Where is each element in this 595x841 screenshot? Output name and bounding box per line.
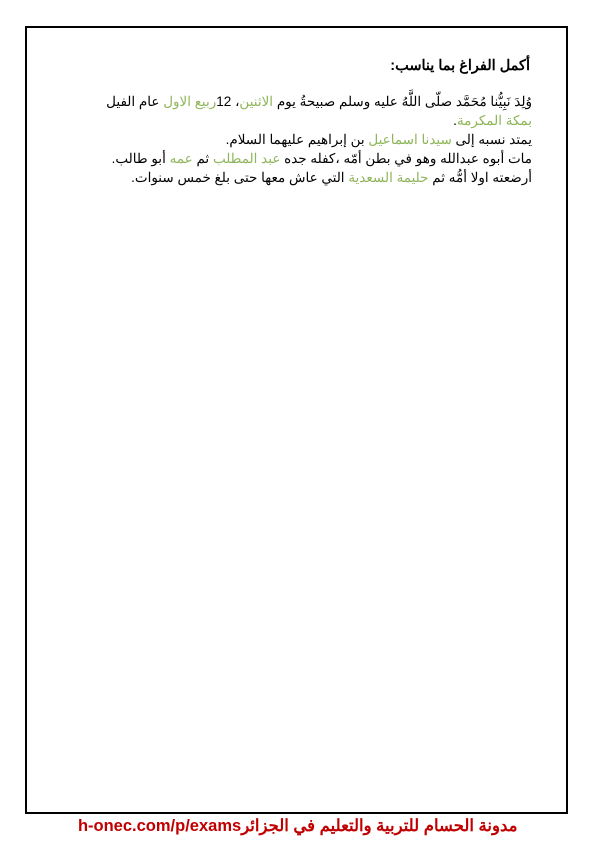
footer-blog-name: مدونة الحسام للتربية والتعليم في الجزائر [241,817,523,835]
worksheet-heading: أكمل الفراغ بما يناسب: [390,58,530,74]
worksheet-body [52,58,532,187]
answer-grandfather: عبد المطلب [212,151,281,166]
paragraph-lineage [52,130,532,149]
text-segment: أرضعته اولا أمُّه ثم [428,170,532,185]
text-segment: يمتد نسبه إلى [451,132,532,147]
text-segment: عام الفيل [106,94,164,109]
paragraph-birth [52,92,532,130]
text-segment: وُلِدَ نَبِيُّنا مُحَمَّد صلّى اللَّهُ عليه وسلم صبيحةُ يوم [273,94,532,109]
text-segment: مات أبوه عبدالله وهو في بطن أمّه ،كفله جده [280,151,532,166]
answer-uncle: عمه [169,151,193,166]
answer-day: الاثنين [239,94,274,109]
answer-ancestor: سيدنا اسماعيل [368,132,452,147]
footer-url: h-onec.com/p/exams [77,817,242,835]
text-segment: أبو طالب. [111,151,170,166]
text-segment: ، 12 [216,94,240,109]
text-segment: ثم [192,151,213,166]
blog-footer [20,816,580,836]
paragraph-guardians [52,149,532,168]
text-segment: بن إبراهيم عليهما السلام. [225,132,369,147]
text-segment: . [453,113,457,128]
text-segment: التي عاش معها حتى بلغ خمس سنوات. [131,170,349,185]
answer-month: ربيع الاول [163,94,217,109]
paragraph-nursing [52,168,532,187]
answer-place: بمكة المكرمة [456,113,532,128]
answer-wet-nurse: حليمة السعدية [348,170,429,185]
